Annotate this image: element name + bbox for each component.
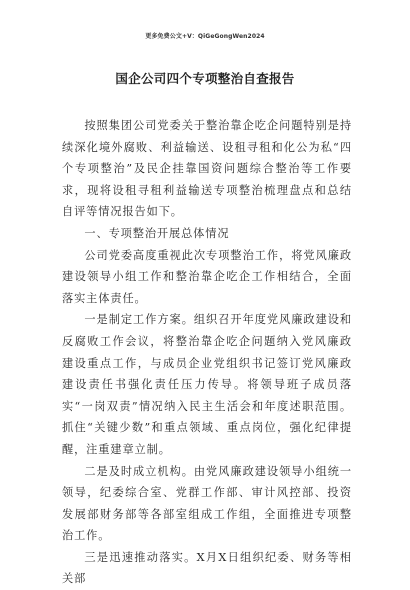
- document-title: 国企公司四个专项整治自查报告: [115, 71, 295, 86]
- paragraph-intro: 按照集团公司党委关于整治靠企吃企问题特别是持续深化境外腐败、利益输送、设租寻租和化公为私“四个专项整治”及民企挂靠国资问题综合整治等工作要求，现将设租寻租利益输送专项整治梳理盘点和总结自评等情况报告如下。: [62, 119, 352, 219]
- document-body: [62, 115, 352, 590]
- paragraph-implementation: 三是迅速推动落实。X月X日组织纪委、财务等相关部: [62, 550, 352, 586]
- paragraph-overview: 公司党委高度重视此次专项整治工作，将党风廉政建设领导小组工作和整治靠企吃企工作相结合，全面落实主体责任。: [62, 248, 352, 305]
- paragraph-plan: 一是制定工作方案。组织召开年度党风廉政建设和反腐败工作会议，将整治靠企吃企问题纳入党风廉政建设重点工作，与成员企业党组织书记签订党风廉政建设责任书强化责任压力传导。将领导班子成员落实“一岗双责”情况纳入民主生活会和年度述职范围。抓住“关键少数”和重点领域、重点岗位，强化纪律提醒，注重建章立制。: [62, 313, 352, 456]
- header-note: 更多免费公文+V：QiGeGongWen2024: [145, 33, 265, 40]
- section-heading-overview: 一、专项整治开展总体情况: [84, 226, 230, 240]
- paragraph-organization: 二是及时成立机构。由党风廉政建设领导小组统一领导，纪委综合室、党群工作部、审计风控部、投资发展部财务部等各部室组成工作组，全面推进专项整治工作。: [62, 464, 352, 543]
